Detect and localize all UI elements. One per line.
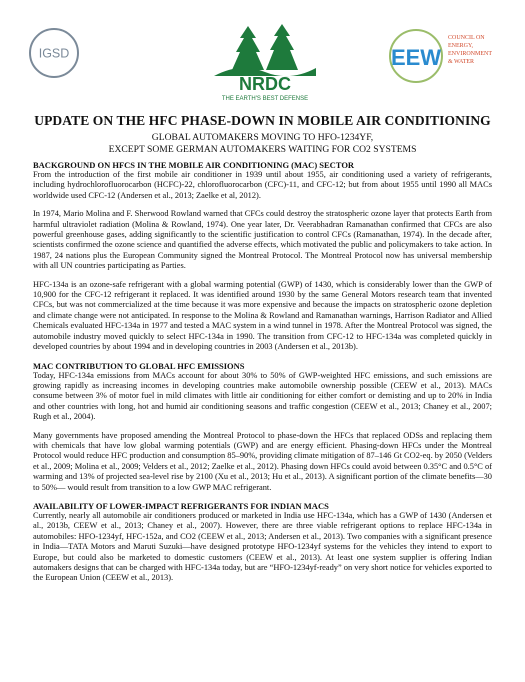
body-paragraph: From the introduction of the first mobile air conditioner in 1939 until about 1955, air conditioning used a variety of refrigerants, including hydrochlorofluorocarbon (HCFC)-22, chlorofluorocarbon (CFC)-11, and CFC-12; but from about 1955 until 1990 all MACs worldwide used CFC-12 (Andersen et al., 2013; Zaelke et al, 2012).: [33, 170, 492, 200]
igsd-logo-text: IGSD: [38, 46, 70, 61]
body-paragraph: Many governments have proposed amending the Montreal Protocol to phase-down the HFCs that replaced ODSs and replacing them with chemicals that have low global warming potentials (GWP) and are energy efficient. Phasing-down HFCs under the Montreal Protocol would reduce HFC production and consumption 85–90%, providing climate mitigation of 87–146 Gt CO2-eq. by 2050 (Velders et al., 2009; Molina et al., 2009; Velders et al., 2012; Zaelke et al., 2012). Phasing down HFCs could avoid between 0.35°C and 0.5°C of warming and 13% of projected sea-level rise by 2100 (Xu et al., 2013; Hu et al., 2013). A significant portion of the climate benefits—30 to 50%— would result from transition to a low GWP MAC refrigerant.: [33, 430, 492, 492]
council-line-2: ENERGY,: [448, 43, 474, 49]
igsd-logo: [28, 27, 80, 79]
section-heading-availability: AVAILABILITY OF LOWER-IMPACT REFRIGERANTS FOR INDIAN MACS: [33, 500, 329, 511]
section-heading-background: BACKGROUND ON HFCS IN THE MOBILE AIR CONDITIONING (MAC) SECTOR: [33, 160, 355, 170]
subtitle-line-2: EXCEPT SOME GERMAN AUTOMAKERS WAITING FOR CO2 SYSTEMS: [108, 143, 417, 155]
body-paragraph: In 1974, Mario Molina and F. Sherwood Rowland warned that CFCs could destroy the stratospheric ozone layer that protects Earth from harmful ultraviolet radiation (Molina & Rowland, 1974). One year later, Dr. Veerabhadran Ramanathan confirmed that CFCs are also powerful greenhouse gases, adding significantly to the scientific justification to control CFCs (Ramanathan, 1974). In the decade after, scientists confirmed the ozone science and quantified the adverse effects, which motivated the public and policymakers to take action. In 1987, 24 nations plus the European Community signed the Montreal Protocol. The Montreal Protocol now has universal membership with all UN countries participating as Parties.: [33, 209, 492, 271]
eew-mark: EEW: [390, 45, 442, 70]
title-block: [0, 113, 525, 155]
nrdc-tagline: THE EARTH'S BEST DEFENSE: [221, 96, 309, 102]
section-heading-mac-contribution: MAC CONTRIBUTION TO GLOBAL HFC EMISSIONS: [33, 360, 245, 371]
council-line-1: COUNCIL ON: [448, 35, 485, 41]
body-paragraph: Currently, nearly all automobile air conditioners produced or marketed in India use HFC-134a, which has a GWP of 1430 (Andersen et al., 2013b, CEEW et al., 2013; Chaney et al., 2007). However, there are three viable refrigerant options to replace HFC-134a in automobiles: HFO-1234yf, HFC-152a, and CO2 (CEEW et al., 2013; Andersen et al., 2013). Two companies with a significant presence in India—TATA Motors and Maruti Suzuki—have designed prototype HFO-1234yf systems for the vehicles they intend to export to Europe, but could also be marketed to domestic customers (CEEW et al., 2013). At least one system supplier is offering Indian automakers designs that can be charged with HFC-134a today, but are “HFO-1234yf-ready” on very short notice for vehicles exported to the European Union (CEEW et al., 2013).: [33, 510, 492, 583]
body-paragraph: HFC-134a is an ozone-safe refrigerant with a global warming potential (GWP) of 1430, which is considerably lower than the GWP of 10,900 for the CFC-12 refrigerant it replaced. It was identified around 1930 by the same General Motors research team that invented CFCs, but was not commercialized at the time because it was more expensive and because the impacts on stratospheric ozone depletion and climate change were not anticipated. In response to the Molina & Rowland and Ramanathan warnings, Harrison Radiator and Allied Chemicals evaluated HFC-134a in 1977 and tested a MAC system in a wind tunnel in 1978. After the Montreal Protocol was signed, the automobile industry moved quickly to select HFC-134a in 1990. The transition from CFC-12 to HFC-134a was completed quickly in developed countries by about 1994 and in developing countries in 2003 (Andersen et al., 2013b).: [33, 279, 492, 352]
subtitle-line-1: GLOBAL AUTOMAKERS MOVING TO HFO-1234YF,: [151, 132, 374, 143]
nrdc-logo-text: NRDC: [239, 74, 291, 94]
body-paragraph: Today, HFC-134a emissions from MACs account for about 30% to 50% of GWP-weighted HFC emissions, and such emissions are growing rapidly as increasing incomes in developing countries make automobile ownership possible (CEEW et al., 2013). MACs consume between 3% of motor fuel in mild climates with little air conditioning for either comfort or demisting and up to 20% in India and other countries with long, hot and humid air conditioning seasons and traffic congestion (CEEW et al., 2013; Chaney et al., 2007; Rugh et al., 2004).: [33, 370, 492, 422]
ceew-logo: [386, 26, 498, 88]
council-line-4: & WATER: [448, 59, 475, 65]
document-title: UPDATE ON THE HFC PHASE-DOWN IN MOBILE AIR CONDITIONING: [34, 113, 491, 128]
nrdc-logo: [200, 18, 330, 104]
header-logos: [0, 0, 525, 108]
document-body: [33, 160, 492, 584]
council-line-3: ENVIRONMENT: [448, 51, 492, 57]
